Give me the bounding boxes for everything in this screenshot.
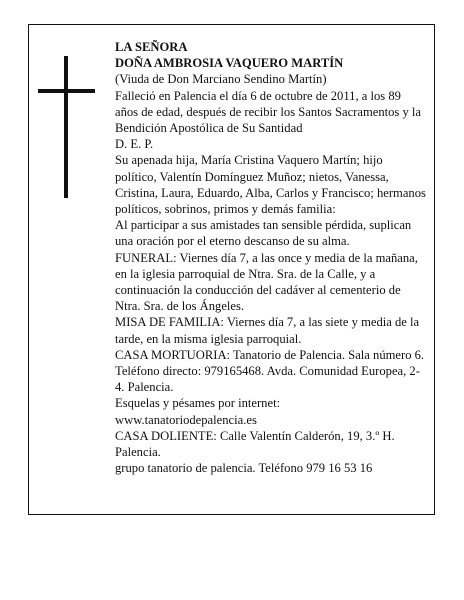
family-mass-text: MISA DE FAMILIA: Viernes día 7, a las siete y media de la tarde, en la misma iglesia parroquial. [115, 315, 420, 346]
funeral-text: FUNERAL: Viernes día 7, a las once y media de la mañana, en la iglesia parroquial de Ntra. Sra. de la Calle, y a continuación la conducción del cadáver al cementerio de Ntra. Sra. de los Ángeles. [115, 250, 418, 314]
request-text: Al participar a sus amistades tan sensible pérdida, suplican una oración por el eterno descanso de su alma. [115, 218, 412, 249]
cross-icon-vertical [64, 56, 68, 198]
group-text: grupo tanatorio de palencia. Teléfono 979 16 53 16 [115, 461, 373, 476]
internet-url[interactable]: www.tanatoriodepalencia.es [115, 412, 257, 427]
obituary-frame [28, 24, 435, 515]
family-text: Su apenada hija, María Cristina Vaquero Martín; hijo político, Valentín Domínguez Muñoz; nietos, Vanessa, Cristina, Laura, Eduardo, Alba, Carlos y Francisco; hermanos políticos, sobrinos, primos y demás familia: [115, 153, 426, 217]
rip-text: D. E. P. [115, 137, 154, 152]
death-text: Falleció en Palencia el día 6 de octubre de 2011, a los 89 años de edad, después de recibir los Santos Sacramentos y la Bendición Apostólica de Su Santidad [115, 88, 422, 136]
title-line-1: LA SEÑORA [115, 40, 188, 54]
mortuary-text: CASA MORTUORIA: Tanatorio de Palencia. Sala número 6. Teléfono directo: 979165468. Avda. Comunidad Europea, 2-4. Palencia. [115, 347, 425, 395]
mourning-home-text: CASA DOLIENTE: Calle Valentín Calderón, 19, 3.º H. Palencia. [115, 428, 395, 460]
obituary-content [115, 39, 427, 476]
internet-label: Esquelas y pésames por internet: [115, 396, 281, 411]
deceased-name: DOÑA AMBROSIA VAQUERO MARTÍN [115, 56, 344, 71]
widow-line: (Viuda de Don Marciano Sendino Martín) [115, 72, 327, 87]
cross-icon-horizontal [38, 89, 95, 93]
